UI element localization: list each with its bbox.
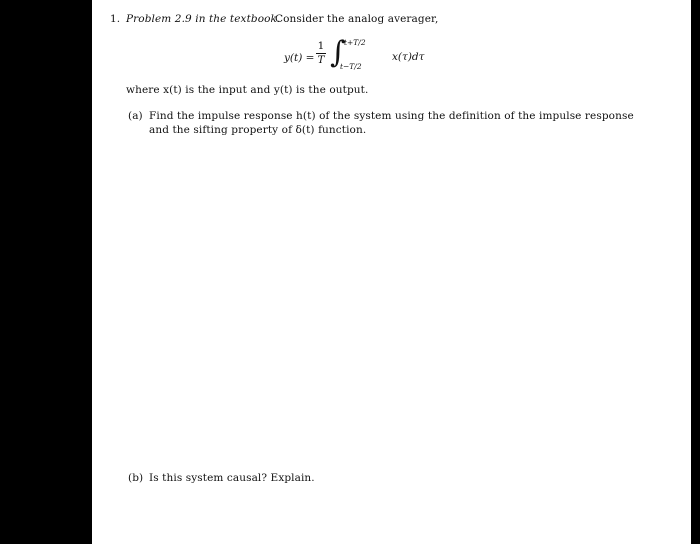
equation-fraction: [316, 41, 326, 66]
part-a-label: (a): [128, 110, 143, 122]
part-b-label: (b): [128, 472, 144, 484]
equation-lhs: y(t) =: [284, 52, 315, 64]
integrand: x(τ)dτ: [392, 51, 425, 63]
part-a-line1: Find the impulse response h(t) of the system using the definition of the impulse response: [149, 110, 634, 122]
integral-upper-limit: t+T/2: [344, 38, 366, 47]
fraction-denominator: T: [317, 54, 325, 66]
problem-intro: Consider the analog averager,: [275, 13, 439, 25]
fraction-numerator: 1: [317, 40, 325, 52]
integral-lower-limit: t−T/2: [340, 62, 362, 71]
document-page: [92, 0, 691, 544]
problem-number: 1.: [110, 13, 121, 25]
problem-source: Problem 2.9 in the textbook.: [126, 13, 281, 25]
integral-sign: ∫: [330, 35, 346, 70]
averager-equation: [282, 35, 425, 74]
where-line: where x(t) is the input and y(t) is the output.: [126, 84, 369, 96]
part-a-line2: and the sifting property of δ(t) function.: [149, 124, 367, 136]
part-b-text: Is this system causal? Explain.: [149, 472, 315, 484]
